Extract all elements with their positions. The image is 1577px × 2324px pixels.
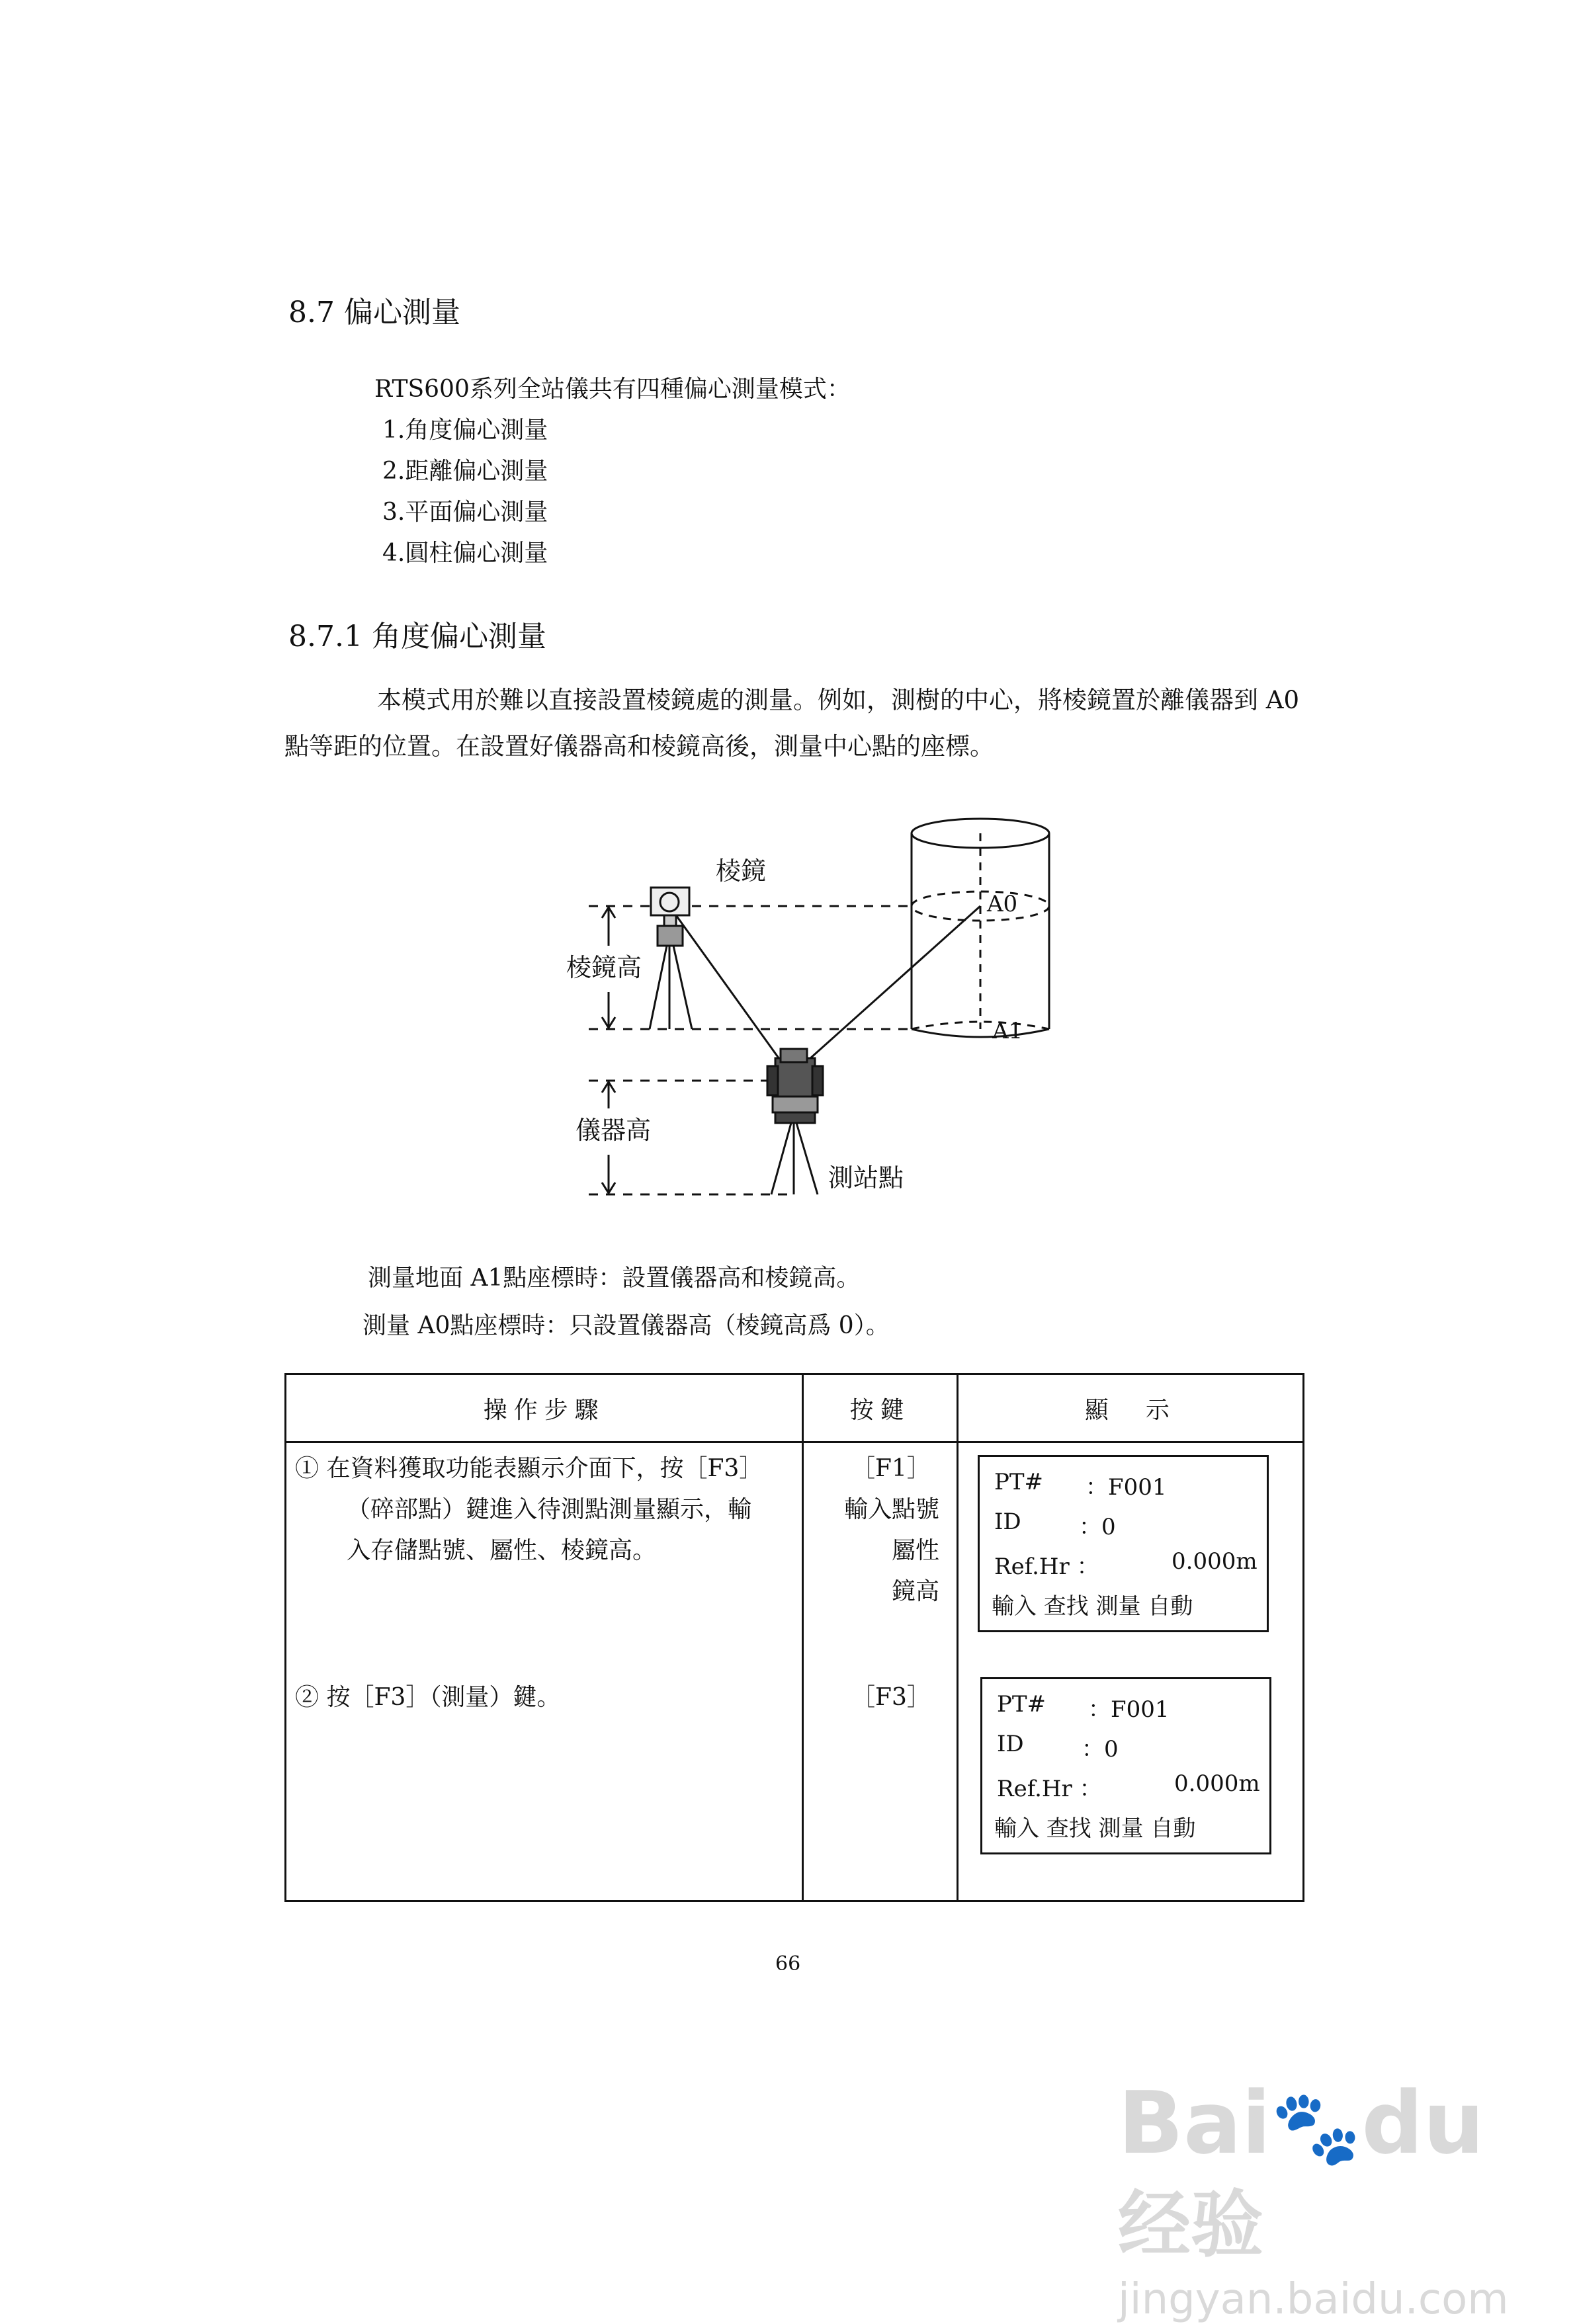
lcd2-softkeys: 輸入 查找 測量 自動 xyxy=(994,1815,1196,1842)
step-1 xyxy=(295,1448,763,1571)
mode-item-2: 2.距離偏心測量 xyxy=(382,458,548,485)
lcd2-refhr-value: 0.000m xyxy=(1174,1770,1260,1797)
section-intro: RTS600系列全站儀共有四種偏心測量模式： xyxy=(374,376,851,403)
step-1-line-2: （碎部點）鍵進入待測點測量顯示，輸 xyxy=(347,1496,752,1523)
lcd-display-1 xyxy=(978,1455,1269,1632)
instrument-height-label: 儀器高 xyxy=(575,1116,652,1145)
watermark-product: 经验 xyxy=(1118,2182,1263,2267)
lcd1-refhr-value: 0.000m xyxy=(1172,1548,1257,1575)
paw-icon: 🐾 xyxy=(1271,2085,1362,2170)
watermark-brand-tail: du xyxy=(1361,2073,1484,2173)
lcd1-id-value: ：0 xyxy=(1079,1514,1116,1540)
lcd2-id-value: ：0 xyxy=(1082,1736,1119,1763)
mode-item-4: 4.圓柱偏心測量 xyxy=(382,540,548,567)
prism-icon xyxy=(650,888,692,1029)
lcd2-id-label: ID xyxy=(997,1731,1024,1757)
key-attribute: 屬性 xyxy=(891,1537,939,1564)
total-station-icon xyxy=(767,1049,823,1194)
key-f1: ［F1］ xyxy=(851,1455,931,1482)
subsection-title: 8.7.1 角度偏心測量 xyxy=(288,620,546,653)
step-1-line-1: ① 在資料獲取功能表顯示介面下，按［F3］ xyxy=(295,1455,763,1482)
mode-item-1: 1.角度偏心測量 xyxy=(382,417,548,444)
lcd1-softkeys: 輸入 查找 測量 自動 xyxy=(992,1593,1193,1620)
step-2-keys xyxy=(816,1677,939,1718)
key-prism-height: 鏡高 xyxy=(891,1578,939,1605)
mode-item-3: 3.平面偏心測量 xyxy=(382,499,548,526)
lcd2-pt-label: PT# xyxy=(997,1691,1046,1718)
step-1-line-3: 入存儲點號、屬性、棱鏡高。 xyxy=(347,1537,657,1564)
station-label: 測站點 xyxy=(828,1163,904,1192)
prism-label: 棱鏡 xyxy=(716,856,767,886)
step-2-line-1: ② 按［F3］（測量）鍵。 xyxy=(295,1684,561,1711)
a0-label: A0 xyxy=(987,891,1018,917)
step-1-keys xyxy=(816,1448,939,1612)
lcd2-pt-value: ：F001 xyxy=(1088,1696,1170,1723)
page-number: 66 xyxy=(775,1952,801,1975)
key-f3: ［F3］ xyxy=(851,1684,931,1711)
header-steps: 操作步驟 xyxy=(286,1374,803,1442)
prism-height-label: 棱鏡高 xyxy=(566,953,642,982)
lcd2-refhr-label: Ref.Hr ： xyxy=(997,1776,1102,1802)
lcd1-id-label: ID xyxy=(994,1509,1021,1535)
lcd1-pt-value: ：F001 xyxy=(1086,1474,1167,1501)
lcd-display-2 xyxy=(980,1677,1271,1854)
note-a0: 測量 A0點座標時：只設置儀器高（棱鏡高爲 0）。 xyxy=(362,1312,890,1339)
watermark-logo xyxy=(1118,2073,1577,2271)
lcd1-refhr-label: Ref.Hr ： xyxy=(994,1554,1099,1580)
paragraph-text: 本模式用於難以直接設置棱鏡處的測量。例如，測樹的中心，將棱鏡置於離儀器到 A0 點等距的位置。在設置好儀器高和棱鏡高後，測量中心點的座標。 xyxy=(284,686,1300,761)
step-2 xyxy=(295,1677,560,1718)
header-keys: 按鍵 xyxy=(803,1374,957,1442)
lcd1-pt-label: PT# xyxy=(994,1469,1044,1495)
watermark-brand: Bai xyxy=(1118,2073,1271,2173)
baidu-watermark xyxy=(1118,2073,1577,2324)
header-display: 顯 示 xyxy=(957,1374,1303,1442)
watermark-url: jingyan.baidu.com xyxy=(1118,2275,1509,2324)
a1-label: A1 xyxy=(992,1018,1023,1044)
note-a1: 測量地面 A1點座標時：設置儀器高和棱鏡高。 xyxy=(368,1265,861,1292)
table-header-row xyxy=(286,1374,1304,1442)
key-input-point: 輸入點號 xyxy=(843,1496,939,1523)
section-title: 8.7 偏心測量 xyxy=(288,296,460,329)
